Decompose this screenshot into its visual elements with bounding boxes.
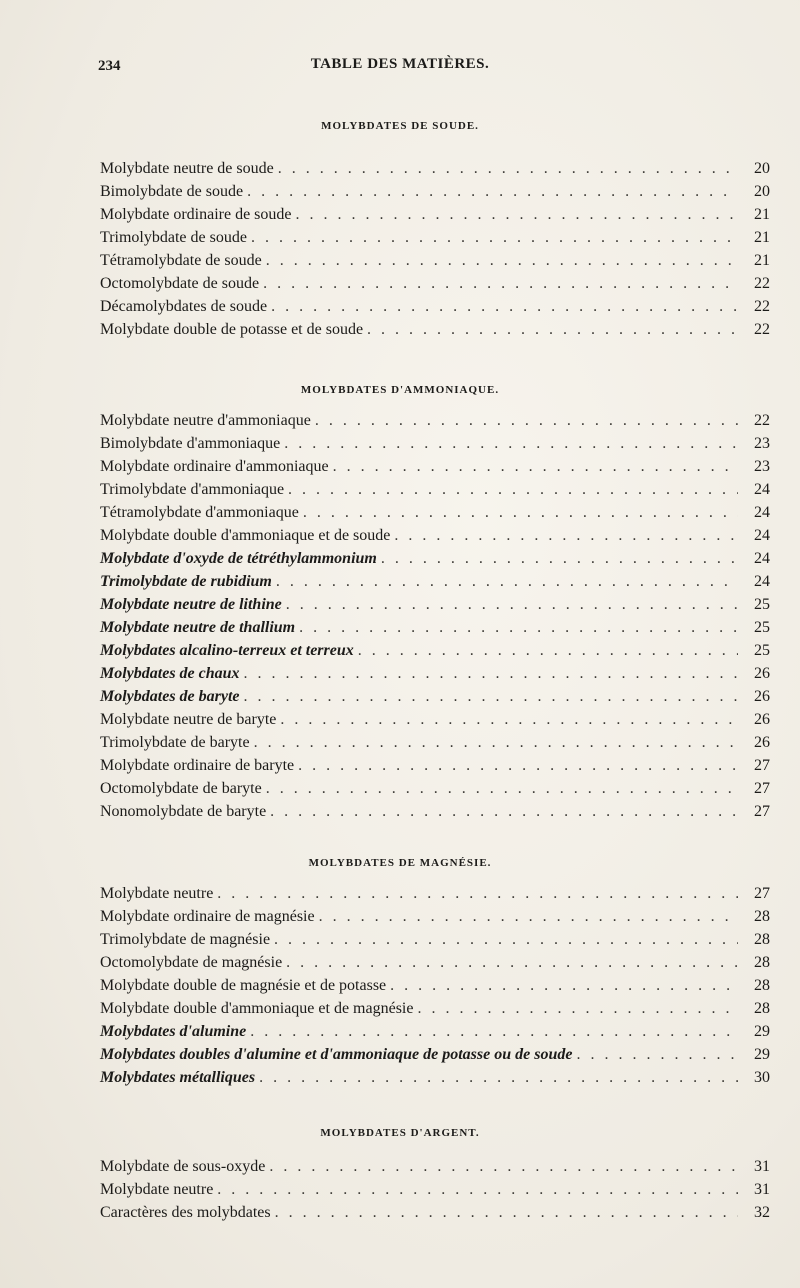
dot-leader (217, 1181, 738, 1199)
entry-page: 20 (754, 183, 770, 200)
toc-entry[interactable] (100, 412, 770, 434)
entry-label: Trimolybdate de magnésie (100, 931, 271, 948)
toc-entry[interactable] (100, 229, 770, 251)
entry-page: 21 (754, 252, 770, 269)
toc-entry[interactable] (100, 596, 770, 618)
entry-label: Molybdate double de potasse et de soude (100, 321, 364, 338)
toc-entry[interactable] (100, 573, 770, 595)
entry-label: Molybdates doubles d'alumine et d'ammoniaque de potasse ou de soude (100, 1046, 573, 1063)
entry-label: Molybdates d'alumine (100, 1023, 247, 1040)
dot-leader (576, 1046, 738, 1064)
entry-page: 24 (754, 481, 770, 498)
entry-label: Molybdates métalliques (100, 1069, 256, 1086)
dot-leader (280, 711, 738, 729)
entry-page: 28 (754, 1000, 770, 1017)
dot-leader (298, 757, 738, 775)
entry-page: 25 (754, 619, 770, 636)
toc-entry[interactable] (100, 931, 770, 953)
toc-entry[interactable] (100, 977, 770, 999)
dot-leader (275, 1204, 738, 1222)
entry-label: Octomolybdate de magnésie (100, 954, 283, 971)
toc-entry[interactable] (100, 1204, 770, 1226)
page-number: 234 (98, 58, 121, 74)
entry-label: Molybdates alcalino-terreux et terreux (100, 642, 354, 659)
toc-entry[interactable] (100, 1023, 770, 1045)
toc-entry[interactable] (100, 252, 770, 274)
dot-leader (286, 954, 738, 972)
entry-label: Molybdate neutre de soude (100, 160, 274, 177)
dot-leader (250, 1023, 738, 1041)
entry-page: 31 (754, 1158, 770, 1175)
entry-label: Trimolybdate de baryte (100, 734, 250, 751)
toc-entry[interactable] (100, 550, 770, 572)
toc-entry[interactable] (100, 321, 770, 343)
toc-entry[interactable] (100, 688, 770, 710)
entry-label: Molybdate ordinaire de baryte (100, 757, 295, 774)
dot-leader (259, 1069, 738, 1087)
entry-label: Molybdate double d'ammoniaque et de soude (100, 527, 391, 544)
entry-label: Molybdates de baryte (100, 688, 240, 705)
entry-page: 27 (754, 757, 770, 774)
entry-label: Molybdate neutre d'ammoniaque (100, 412, 311, 429)
section-heading-soude: MOLYBDATES DE SOUDE. (321, 120, 479, 132)
entry-label: Molybdate neutre de baryte (100, 711, 277, 728)
entry-label: Molybdate ordinaire de magnésie (100, 908, 315, 925)
entry-label: Molybdate neutre (100, 885, 214, 902)
dot-leader (251, 229, 738, 247)
toc-entry[interactable] (100, 481, 770, 503)
dot-leader (394, 527, 738, 545)
entry-page: 28 (754, 954, 770, 971)
toc-entry[interactable] (100, 780, 770, 802)
toc-entry[interactable] (100, 183, 770, 205)
dot-leader (269, 1158, 738, 1176)
toc-entry[interactable] (100, 1046, 770, 1068)
entry-page: 21 (754, 229, 770, 246)
entry-page: 24 (754, 504, 770, 521)
entry-page: 28 (754, 977, 770, 994)
entry-label: Octomolybdate de soude (100, 275, 260, 292)
dot-leader (296, 206, 739, 224)
dot-leader (299, 619, 738, 637)
entry-page: 23 (754, 435, 770, 452)
toc-entry[interactable] (100, 160, 770, 182)
dot-leader (274, 931, 738, 949)
page-header (0, 50, 800, 80)
dot-leader (381, 550, 738, 568)
entry-page: 32 (754, 1204, 770, 1221)
dot-leader (333, 458, 738, 476)
dot-leader (319, 908, 738, 926)
entry-label: Bimolybdate de soude (100, 183, 244, 200)
section-heading-argent: MOLYBDATES D'ARGENT. (320, 1127, 480, 1139)
toc-entry[interactable] (100, 803, 770, 825)
entry-page: 26 (754, 688, 770, 705)
toc-entry[interactable] (100, 206, 770, 228)
entry-page: 29 (754, 1046, 770, 1063)
toc-entry[interactable] (100, 665, 770, 687)
dot-leader (254, 734, 738, 752)
entry-page: 23 (754, 458, 770, 475)
entry-page: 22 (754, 412, 770, 429)
entry-label: Tétramolybdate de soude (100, 252, 262, 269)
running-title: TABLE DES MATIÈRES. (310, 56, 490, 72)
dot-leader (266, 780, 738, 798)
entry-page: 25 (754, 642, 770, 659)
toc-entry[interactable] (100, 504, 770, 526)
entry-label: Molybdates de chaux (100, 665, 240, 682)
dot-leader (286, 596, 738, 614)
section-heading-magnesie: MOLYBDATES DE MAGNÉSIE. (308, 857, 492, 869)
entry-label: Trimolybdate d'ammoniaque (100, 481, 285, 498)
section-heading-ammoniaque: MOLYBDATES D'AMMONIAQUE. (300, 384, 500, 396)
entry-page: 26 (754, 711, 770, 728)
entry-page: 22 (754, 298, 770, 315)
toc-entry[interactable] (100, 1181, 770, 1203)
toc-entry[interactable] (100, 642, 770, 664)
entry-page: 22 (754, 321, 770, 338)
entry-label: Caractères des molybdates (100, 1204, 271, 1221)
toc-entry[interactable] (100, 908, 770, 930)
entry-label: Trimolybdate de rubidium (100, 573, 272, 590)
dot-leader (217, 885, 738, 903)
entry-label: Décamolybdates de soude (100, 298, 268, 315)
dot-leader (276, 573, 738, 591)
entry-label: Trimolybdate de soude (100, 229, 247, 246)
dot-leader (247, 183, 738, 201)
entry-page: 21 (754, 206, 770, 223)
toc-entry[interactable] (100, 1000, 770, 1022)
entry-label: Molybdate double de magnésie et de potasse (100, 977, 387, 994)
dot-leader (417, 1000, 738, 1018)
dot-leader (278, 160, 738, 178)
entry-page: 22 (754, 275, 770, 292)
entry-label: Molybdate ordinaire d'ammoniaque (100, 458, 329, 475)
toc-entry[interactable] (100, 298, 770, 320)
toc-entry[interactable] (100, 1069, 770, 1091)
entry-label: Molybdate neutre (100, 1181, 214, 1198)
entry-page: 28 (754, 931, 770, 948)
entry-page: 27 (754, 803, 770, 820)
entry-label: Molybdate de sous-oxyde (100, 1158, 266, 1175)
toc-entry[interactable] (100, 275, 770, 297)
entry-label: Tétramolybdate d'ammoniaque (100, 504, 299, 521)
dot-leader (270, 803, 738, 821)
dot-leader (303, 504, 738, 522)
dot-leader (263, 275, 738, 293)
entry-page: 24 (754, 550, 770, 567)
entry-label: Molybdate double d'ammoniaque et de magnésie (100, 1000, 414, 1017)
toc-entry[interactable] (100, 711, 770, 733)
dot-leader (266, 252, 738, 270)
dot-leader (284, 435, 738, 453)
entry-page: 30 (754, 1069, 770, 1086)
dot-leader (358, 642, 738, 660)
toc-entry[interactable] (100, 954, 770, 976)
dot-leader (244, 688, 738, 706)
toc-entry[interactable] (100, 1158, 770, 1180)
entry-page: 29 (754, 1023, 770, 1040)
entry-page: 24 (754, 527, 770, 544)
entry-page: 24 (754, 573, 770, 590)
toc-entry[interactable] (100, 619, 770, 641)
toc-entry[interactable] (100, 734, 770, 756)
entry-page: 26 (754, 665, 770, 682)
entry-label: Molybdate neutre de thallium (100, 619, 296, 636)
entry-page: 25 (754, 596, 770, 613)
entry-label: Molybdate d'oxyde de tétréthylammonium (100, 550, 377, 567)
toc-entry[interactable] (100, 527, 770, 549)
dot-leader (315, 412, 738, 430)
entry-page: 28 (754, 908, 770, 925)
entry-page: 27 (754, 885, 770, 902)
entry-label: Nonomolybdate de baryte (100, 803, 267, 820)
entry-label: Octomolybdate de baryte (100, 780, 262, 797)
entry-page: 31 (754, 1181, 770, 1198)
dot-leader (288, 481, 738, 499)
dot-leader (367, 321, 738, 339)
entry-label: Molybdate neutre de lithine (100, 596, 282, 613)
toc-entry[interactable] (100, 757, 770, 779)
dot-leader (244, 665, 738, 683)
entry-page: 20 (754, 160, 770, 177)
entry-label: Molybdate ordinaire de soude (100, 206, 292, 223)
entry-page: 27 (754, 780, 770, 797)
entry-label: Bimolybdate d'ammoniaque (100, 435, 281, 452)
dot-leader (390, 977, 738, 995)
toc-entry[interactable] (100, 458, 770, 480)
toc-entry[interactable] (100, 885, 770, 907)
dot-leader (271, 298, 738, 316)
toc-entry[interactable] (100, 435, 770, 457)
entry-page: 26 (754, 734, 770, 751)
